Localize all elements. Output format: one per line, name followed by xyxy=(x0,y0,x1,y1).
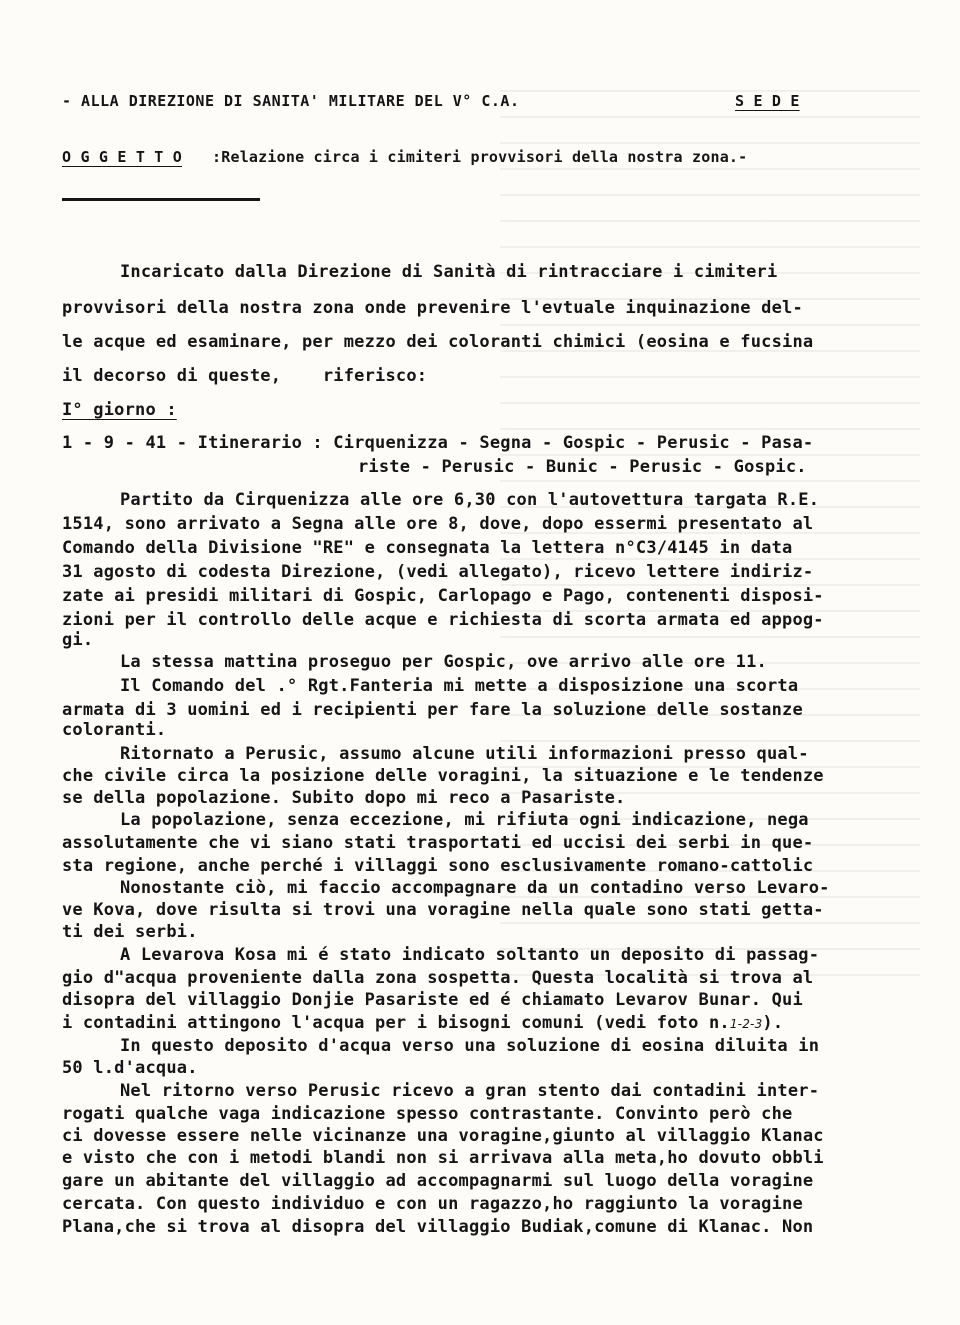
body-line: In questo deposito d'acqua verso una soluzione di eosina diluita in xyxy=(120,1036,820,1056)
day-title: I° giorno : xyxy=(62,400,177,420)
body-line: rogati qualche vaga indicazione spesso contrastante. Convinto però che xyxy=(62,1104,793,1124)
body-line: Nel ritorno verso Perusic ricevo a gran stento dai contadini inter- xyxy=(120,1081,820,1101)
body-line: 50 l.d'acqua. xyxy=(62,1058,198,1078)
body-line: Ritornato a Perusic, assumo alcune utili informazioni presso qual- xyxy=(120,744,809,764)
body-line: Comando della Divisione "RE" e consegnata la lettera n°C3/4145 in data xyxy=(62,538,793,558)
body-line: Plana,che si trova al disopra del villaggio Budiak,comune di Klanac. Non xyxy=(62,1217,814,1237)
body-line: La stessa mattina proseguo per Gospic, ove arrivo alle ore 11. xyxy=(120,652,767,672)
body-line: Partito da Cirquenizza alle ore 6,30 con l'autovettura targata R.E. xyxy=(120,490,820,510)
body-line: che civile circa la posizione delle voragini, la situazione e le tendenze xyxy=(62,766,824,786)
body-line-end: ). xyxy=(762,1013,784,1033)
intro-line: provvisori della nostra zona onde prevenire l'evtuale inquinazione del- xyxy=(62,298,803,318)
body-line: gare un abitante del villaggio ad accompagnarmi sul luogo della voragine xyxy=(62,1171,814,1191)
body-line: gio d"acqua proveniente dalla zona sospetta. Questa località si trova al xyxy=(62,968,814,988)
body-line: A Levarova Kosa mi é stato indicato soltanto un deposito di passag- xyxy=(120,945,820,965)
body-line: disopra del villaggio Donjie Pasariste ed é chiamato Levarov Bunar. Qui xyxy=(62,990,803,1010)
body-line: ci dovesse essere nelle vicinanze una voragine,giunto al villaggio Klanac xyxy=(62,1126,824,1146)
itinerary-line: riste - Perusic - Bunic - Perusic - Gospic. xyxy=(358,457,807,477)
body-line: cercata. Con questo individuo e con un ragazzo,ho raggiunto la voragine xyxy=(62,1194,803,1214)
body-line: Il Comando del .° Rgt.Fanteria mi mette a disposizione una scorta xyxy=(120,676,799,696)
body-line: assolutamente che vi siano stati trasportati ed uccisi dei serbi in que- xyxy=(62,833,814,853)
itinerary-line: 1 - 9 - 41 - Itinerario : Cirquenizza - Segna - Gospic - Perusic - Pasa- xyxy=(62,433,814,453)
recipient-line: - ALLA DIREZIONE DI SANITA' MILITARE DEL V° C.A. xyxy=(62,92,520,110)
body-line: zioni per il controllo delle acque e richiesta di scorta armata ed appog- xyxy=(62,610,824,630)
body-line: e visto che con i metodi blandi non si arrivava alla meta,ho dovuto obbli xyxy=(62,1148,824,1168)
body-line: Nonostante ciò, mi faccio accompagnare da un contadino verso Levaro- xyxy=(120,878,830,898)
body-line: ve Kova, dove risulta si trovi una voragine nella quale sono stati getta- xyxy=(62,900,824,920)
body-line: ti dei serbi. xyxy=(62,922,198,942)
body-line: coloranti. xyxy=(62,720,167,740)
oggetto-divider xyxy=(62,198,260,201)
body-line: se della popolazione. Subito dopo mi reco a Pasariste. xyxy=(62,788,626,808)
body-line: sta regione, anche perché i villaggi sono esclusivamente romano-cattolic xyxy=(62,856,814,876)
body-line: La popolazione, senza eccezione, mi rifiuta ogni indicazione, nega xyxy=(120,810,809,830)
body-line: zate ai presidi militari di Gospic, Carlopago e Pago, contenenti disposi- xyxy=(62,586,824,606)
oggetto-label: O G G E T T O xyxy=(62,148,182,166)
body-line: armata di 3 uomini ed i recipienti per fare la soluzione delle sostanze xyxy=(62,700,803,720)
intro-line: il decorso di queste, riferisco: xyxy=(62,366,428,386)
intro-line: Incaricato dalla Direzione di Sanità di rintracciare i cimiteri xyxy=(120,262,778,282)
body-line: 1514, sono arrivato a Segna alle ore 8, dove, dopo essermi presentato al xyxy=(62,514,814,534)
body-line: gi. xyxy=(62,630,94,650)
sede-label: S E D E xyxy=(735,92,800,110)
body-line: 31 agosto di codesta Direzione, (vedi allegato), ricevo lettere indiriz- xyxy=(62,562,814,582)
oggetto-text: :Relazione circa i cimiteri provvisori della nostra zona.- xyxy=(212,148,748,166)
foto-ref-handwritten: 1-2-3 xyxy=(729,1017,763,1031)
intro-line: le acque ed esaminare, per mezzo dei coloranti chimici (eosina e fucsina xyxy=(62,332,814,352)
body-line xyxy=(62,1013,783,1033)
body-line-text: i contadini attingono l'acqua per i bisogni comuni (vedi foto n. xyxy=(62,1013,730,1033)
